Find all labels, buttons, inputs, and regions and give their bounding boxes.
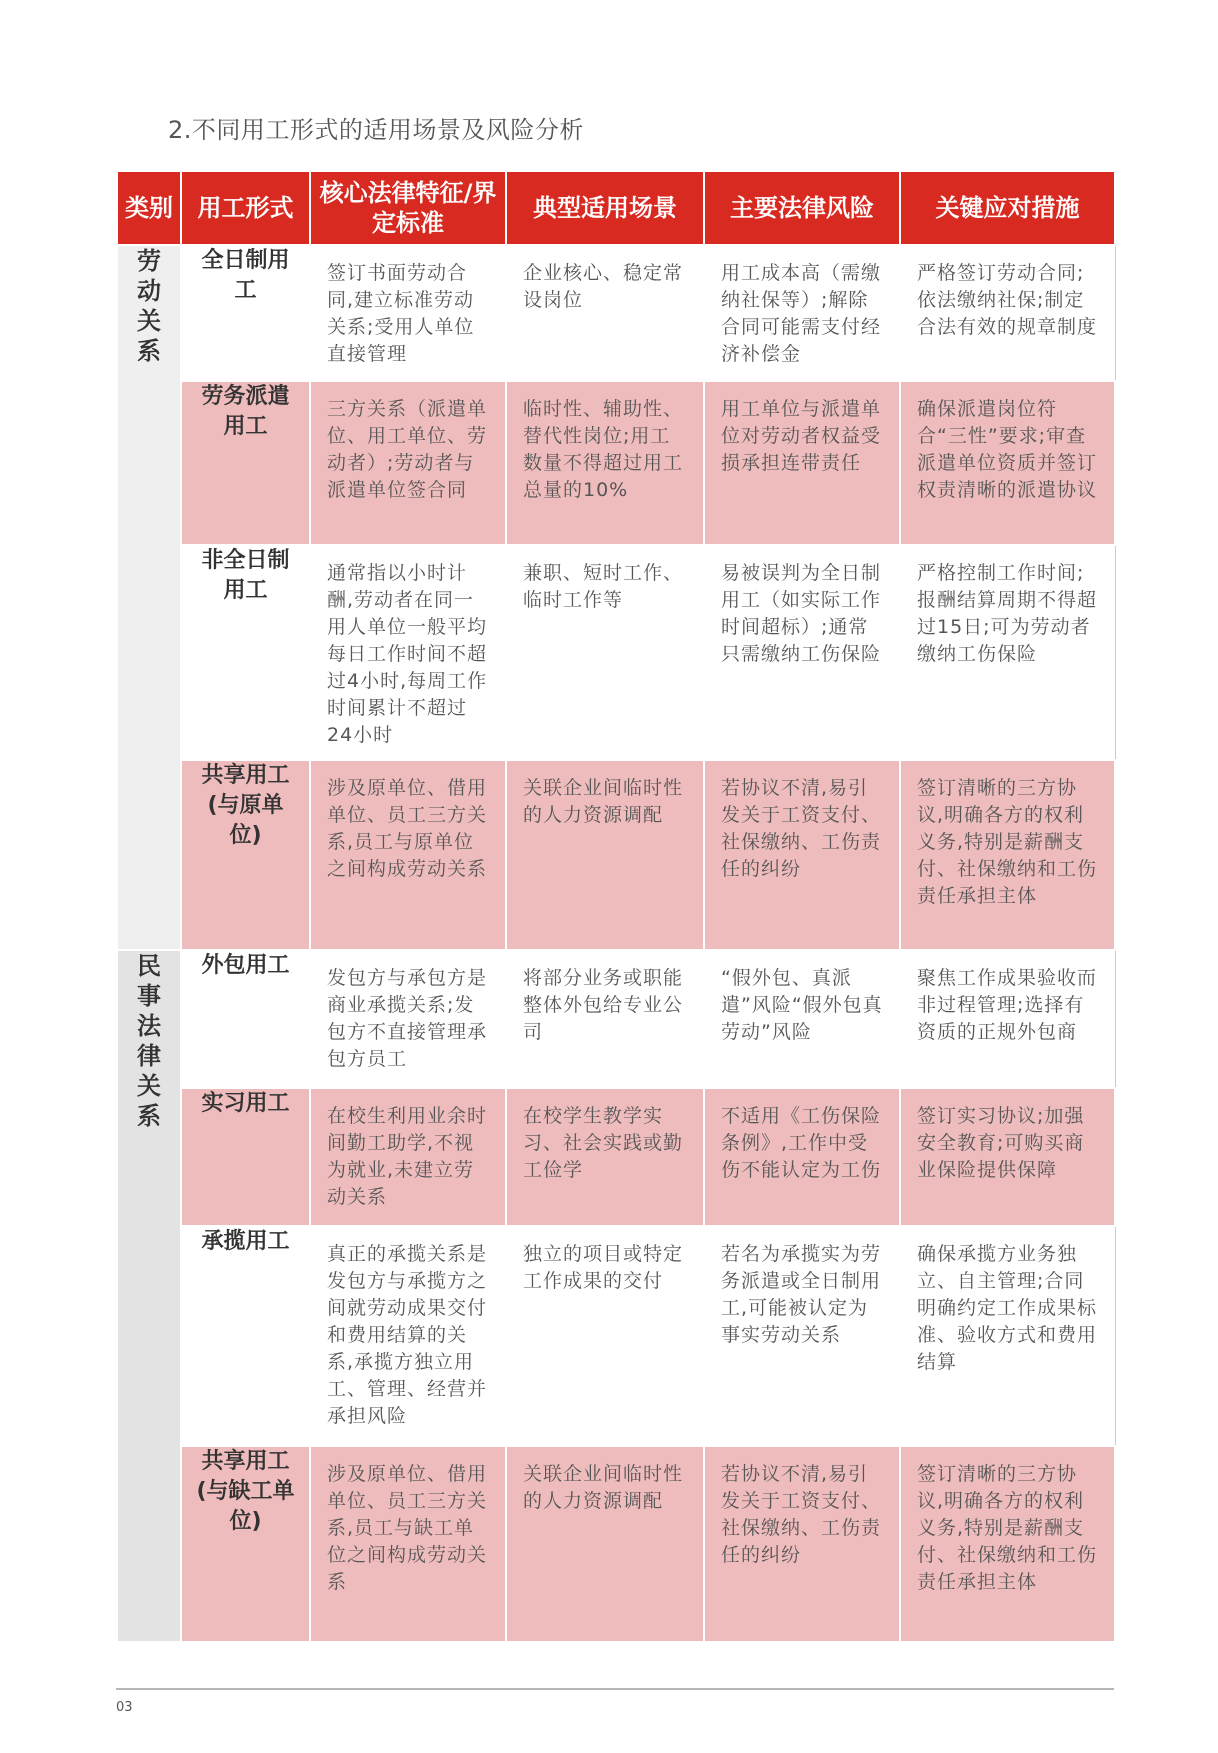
form-cell: 全日制用工 — [181, 245, 310, 381]
scenario-cell: 关联企业间临时性的人力资源调配 — [506, 1446, 704, 1642]
form-cell: 劳务派遣用工 — [181, 381, 310, 545]
category-civil-relation: 民事法律关系 — [117, 950, 181, 1642]
risk-cell: “假外包、真派遣”风险“假外包真劳动”风险 — [704, 950, 900, 1088]
scenario-cell: 企业核心、稳定常设岗位 — [506, 245, 704, 381]
scenario-cell: 关联企业间临时性的人力资源调配 — [506, 760, 704, 950]
form-cell: 外包用工 — [181, 950, 310, 1088]
header-feature: 核心法律特征/界定标准 — [310, 171, 506, 245]
table-row — [117, 1446, 1115, 1642]
form-cell: 承揽用工 — [181, 1226, 310, 1446]
risk-cell: 用工成本高（需缴纳社保等）;解除合同可能需支付经济补偿金 — [704, 245, 900, 381]
scenario-cell: 在校学生教学实习、社会实践或勤工俭学 — [506, 1088, 704, 1226]
risk-cell: 若协议不清,易引发关于工资支付、社保缴纳、工伤责任的纠纷 — [704, 1446, 900, 1642]
scenario-cell: 独立的项目或特定工作成果的交付 — [506, 1226, 704, 1446]
form-cell: 实习用工 — [181, 1088, 310, 1226]
feature-cell: 在校生利用业余时间勤工助学,不视为就业,未建立劳动关系 — [310, 1088, 506, 1226]
risk-cell: 不适用《工伤保险条例》,工作中受伤不能认定为工伤 — [704, 1088, 900, 1226]
measure-cell: 确保派遣岗位符合“三性”要求;审查派遣单位资质并签订权责清晰的派遣协议 — [900, 381, 1115, 545]
table-header-row — [117, 171, 1115, 245]
table-row — [117, 950, 1115, 1088]
feature-cell: 涉及原单位、借用单位、员工三方关系,员工与缺工单位之间构成劳动关系 — [310, 1446, 506, 1642]
category-labor-relation: 劳动关系 — [117, 245, 181, 950]
table-row — [117, 245, 1115, 381]
measure-cell: 签订实习协议;加强安全教育;可购买商业保险提供保障 — [900, 1088, 1115, 1226]
scenario-cell: 将部分业务或职能整体外包给专业公司 — [506, 950, 704, 1088]
table-row — [117, 381, 1115, 545]
risk-cell: 易被误判为全日制用工（如实际工作时间超标）;通常只需缴纳工伤保险 — [704, 545, 900, 760]
measure-cell: 签订清晰的三方协议,明确各方的权利义务,特别是薪酬支付、社保缴纳和工伤责任承担主体 — [900, 1446, 1115, 1642]
table-row — [117, 1088, 1115, 1226]
table-row — [117, 545, 1115, 760]
header-risk: 主要法律风险 — [704, 171, 900, 245]
header-scenario: 典型适用场景 — [506, 171, 704, 245]
header-measure: 关键应对措施 — [900, 171, 1115, 245]
measure-cell: 签订清晰的三方协议,明确各方的权利义务,特别是薪酬支付、社保缴纳和工伤责任承担主体 — [900, 760, 1115, 950]
form-cell: 共享用工(与缺工单位) — [181, 1446, 310, 1642]
measure-cell: 确保承揽方业务独立、自主管理;合同明确约定工作成果标准、验收方式和费用结算 — [900, 1226, 1115, 1446]
scenario-cell: 兼职、短时工作、临时工作等 — [506, 545, 704, 760]
section-heading: 2.不同用工形式的适用场景及风险分析 — [168, 116, 584, 144]
feature-cell: 发包方与承包方是商业承揽关系;发包方不直接管理承包方员工 — [310, 950, 506, 1088]
scenario-cell: 临时性、辅助性、替代性岗位;用工数量不得超过用工总量的10% — [506, 381, 704, 545]
feature-cell: 涉及原单位、借用单位、员工三方关系,员工与原单位之间构成劳动关系 — [310, 760, 506, 950]
form-cell: 非全日制用工 — [181, 545, 310, 760]
feature-cell: 真正的承揽关系是发包方与承揽方之间就劳动成果交付和费用结算的关系,承揽方独立用工、管理、经营并承担风险 — [310, 1226, 506, 1446]
risk-cell: 用工单位与派遣单位对劳动者权益受损承担连带责任 — [704, 381, 900, 545]
header-category: 类别 — [117, 171, 181, 245]
footer-divider — [116, 1688, 1114, 1690]
measure-cell: 聚焦工作成果验收而非过程管理;选择有资质的正规外包商 — [900, 950, 1115, 1088]
risk-cell: 若名为承揽实为劳务派遣或全日制用工,可能被认定为事实劳动关系 — [704, 1226, 900, 1446]
measure-cell: 严格签订劳动合同;依法缴纳社保;制定合法有效的规章制度 — [900, 245, 1115, 381]
risk-cell: 若协议不清,易引发关于工资支付、社保缴纳、工伤责任的纠纷 — [704, 760, 900, 950]
feature-cell: 通常指以小时计酬,劳动者在同一用人单位一般平均每日工作时间不超过4小时,每周工作时间累计不超过24小时 — [310, 545, 506, 760]
table-row — [117, 760, 1115, 950]
header-form: 用工形式 — [181, 171, 310, 245]
feature-cell: 三方关系（派遣单位、用工单位、劳动者）;劳动者与派遣单位签合同 — [310, 381, 506, 545]
feature-cell: 签订书面劳动合同,建立标准劳动关系;受用人单位直接管理 — [310, 245, 506, 381]
measure-cell: 严格控制工作时间;报酬结算周期不得超过15日;可为劳动者缴纳工伤保险 — [900, 545, 1115, 760]
page-number: 03 — [116, 1700, 133, 1715]
form-cell: 共享用工(与原单位) — [181, 760, 310, 950]
employment-forms-table — [116, 170, 1116, 1643]
table-row — [117, 1226, 1115, 1446]
